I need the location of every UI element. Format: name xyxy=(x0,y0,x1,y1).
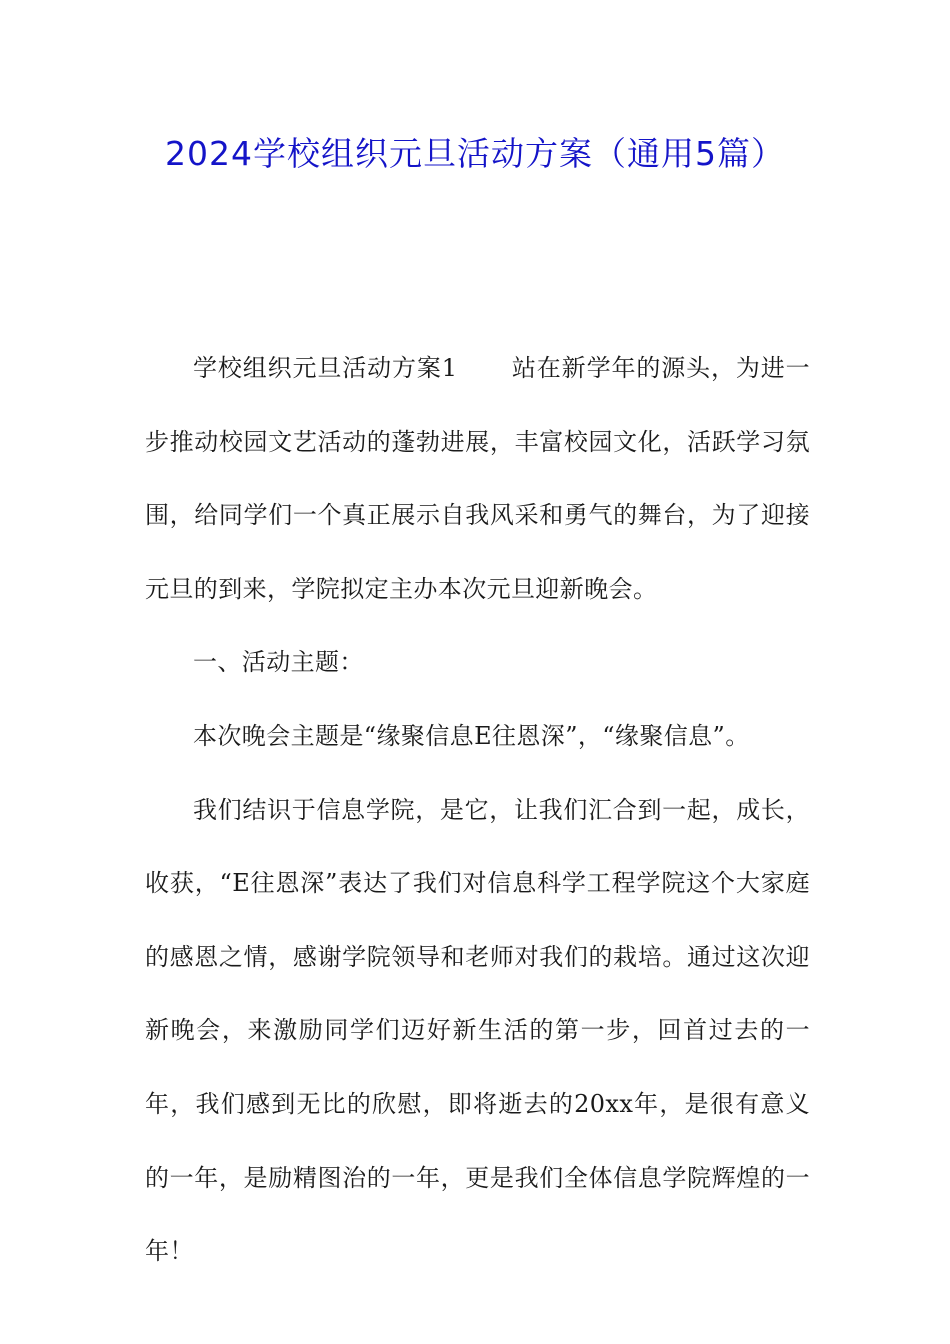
intro-paragraph xyxy=(145,332,810,626)
document-body xyxy=(145,332,810,1289)
intro-heading: 学校组织元旦活动方案1 xyxy=(193,354,458,382)
intro-text: 站在新学年的源头，为进一步推动校园文艺活动的蓬勃进展，丰富校园文化，活跃学习氛围，给同学们一个真正展示自我风采和勇气的舞台，为了迎接元旦的到来，学院拟定主办本次元旦迎新晚会。 xyxy=(145,354,810,603)
body-paragraph: 我们结识于信息学院，是它，让我们汇合到一起，成长，收获，“E往恩深”表达了我们对信息科学工程学院这个大家庭的感恩之情，感谢学院领导和老师对我们的栽培。通过这次迎新晚会，来激励同学们迈好新生活的第一步，回首过去的一年，我们感到无比的欣慰，即将逝去的20xx年，是很有意义的一年，是励精图治的一年，更是我们全体信息学院辉煌的一年！ xyxy=(145,795,810,1266)
section-heading: 一、活动主题： xyxy=(193,648,364,677)
document-title: 2024学校组织元旦活动方案（通用5篇） xyxy=(165,134,785,173)
theme-paragraph: 本次晚会主题是“缘聚信息E往恩深”，“缘聚信息”。 xyxy=(193,721,750,750)
